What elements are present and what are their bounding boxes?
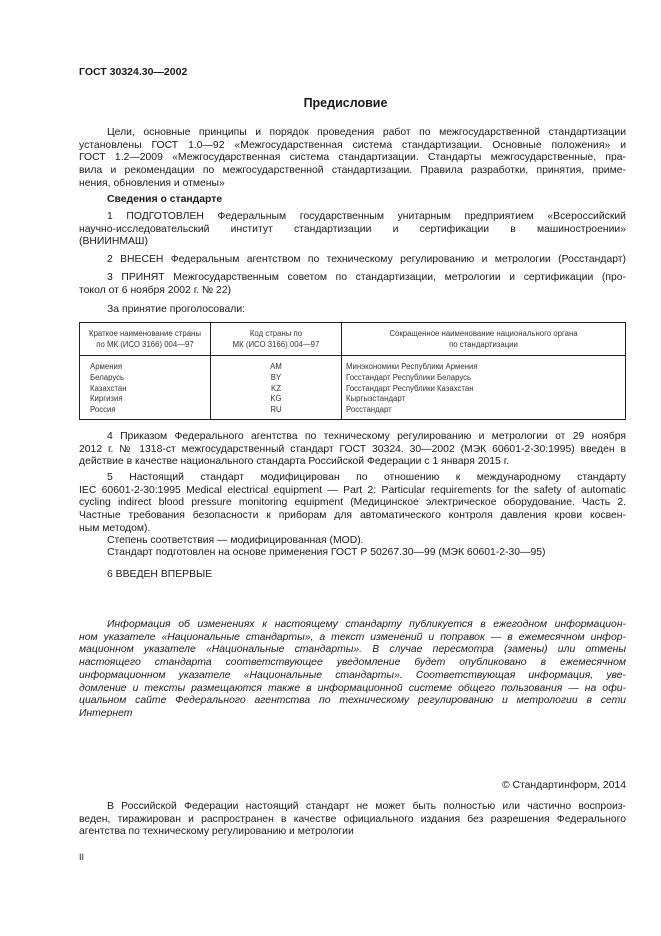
document-header: ГОСТ 30324.30—2002 <box>79 66 188 78</box>
item-5-degree: Степень соответствия — модифицированная (MOD). <box>107 535 364 546</box>
table-cell: Госстандарт Республики Беларусь <box>346 372 472 382</box>
text-line: ным методом). <box>79 522 151 534</box>
text-line: токол от 6 ноября 2002 г. № 22) <box>79 284 232 296</box>
text-line: Информация об изменениях к настоящему стандарту публикуется в ежегодном информацион- <box>107 619 626 630</box>
page-title: Предисловие <box>303 96 388 110</box>
table-cell: Госстандарт Республики Казахстан <box>346 383 474 393</box>
table-cell: Казахстан <box>90 383 127 393</box>
table-cell: BY <box>270 372 282 382</box>
table-cell: Армения <box>90 362 123 371</box>
body-cells <box>342 356 626 420</box>
copyright: © Стандартинформ, 2014 <box>501 780 626 791</box>
item-1 <box>79 211 626 249</box>
table-cell: KZ <box>271 383 281 393</box>
item-2 <box>79 254 626 267</box>
item-5-basis: Стандарт подготовлен на основе применения ГОСТ Р 50267.30—99 (МЭК 60601-2-30—95) <box>107 547 546 558</box>
table-cell: KG <box>270 394 282 404</box>
col-header-code: Код страны по МК (ИСО 3166) 004—97 <box>211 323 342 356</box>
text-line: 1 ПОДГОТОВЛЕН Федеральным государственным унитарным предприятием «Всероссийский <box>107 211 626 222</box>
table-cell: Росстандарт <box>346 405 392 415</box>
page-number: II <box>79 852 85 862</box>
rights-notice <box>79 801 626 839</box>
text-line: 4 Приказом Федерального агентства по техническому регулированию и метрологии от 29 ноября <box>107 431 626 442</box>
countries-table <box>79 322 626 420</box>
text-line: 2 ВНЕСЕН Федеральным агентством по техническому регулированию и метрологии (Росстандарт) <box>107 254 626 265</box>
text-line: действие в качестве национального стандарта Российской Федерации с 1 января 2015 г. <box>79 456 510 468</box>
text-line: IEC 60601-2-30:1995 Medical electrical equipment — Part 2: Particular requirements for the safety of automatic <box>79 484 626 496</box>
text-line: циальном сайте Федерального агентства по техническому регулированию и метрологии в сети <box>79 695 626 707</box>
table-cell: Кыргызстандарт <box>346 394 406 404</box>
table-body-row <box>80 356 626 420</box>
voted-label: За принятие проголосовали: <box>107 304 246 315</box>
text-line: нения, обновления и отмены» <box>79 177 225 189</box>
table-cell: Россия <box>90 405 116 415</box>
info-heading: Сведения о стандарте <box>107 194 223 205</box>
text-line: мационном указателе «Национальные стандарты». В случае пересмотра (замены) или отмены <box>79 644 626 656</box>
text-line: 2012 г. № 1318-ст межгосударственный стандарт ГОСТ 30324. 30—2002 (МЭК 60601-2-30:1995) введен в <box>79 443 626 455</box>
text-line: веден, тиражирован и распространен в качестве официального издания без разрешения Федерального <box>79 813 626 825</box>
table-cell: Беларусь <box>90 372 125 382</box>
table-cell: RU <box>270 405 282 415</box>
change-notice <box>79 619 626 721</box>
text-line: Цели, основные принципы и порядок проведения работ по межгосударственной стандартизации <box>107 127 626 138</box>
item-3 <box>79 272 626 297</box>
code-cells <box>211 356 342 420</box>
col-header-country: Краткое наименование страны по МК (ИСО 3166) 004—97 <box>80 323 211 356</box>
col-header-body: Сокращенное наименование национального органа по стандартизации <box>342 323 626 356</box>
table-cell: Киргизия <box>90 394 123 404</box>
item-6: 6 ВВЕДЕН ВПЕРВЫЕ <box>107 569 213 580</box>
text-line: 3 ПРИНЯТ Межгосударственным советом по стандартизации, метрологии и сертификации (про- <box>107 272 626 283</box>
item-4 <box>79 431 626 469</box>
table-cell: AM <box>270 362 282 371</box>
intro-paragraph <box>79 127 626 191</box>
text-line: домление и тексты размещаются также в информационной системе общего пользования — на офи- <box>79 682 626 694</box>
text-line: вила и рекомендации по межгосударственной стандартизации. Правила разработки, принятия, приме- <box>79 165 626 177</box>
text-line: агентства по техническому регулированию и метрологии <box>79 826 354 838</box>
text-line: информационном указателе «Национальные стандарты». Соответствующая информация, уве- <box>79 669 626 681</box>
table-cell: Минэкономики Республики Армения <box>346 362 478 371</box>
text-line: (ВНИИНМАШ) <box>79 236 148 248</box>
text-line: ном указателе «Национальные стандарты», а текст изменений и поправок — в ежемесячном инфор- <box>79 631 626 643</box>
text-line: настоящего стандарта соответствующее уведомление будет опубликовано в ежемесячном <box>79 657 626 669</box>
text-line: научно-исследовательский институт стандартизации и сертификации в машиностроении» <box>79 223 626 235</box>
text-line: cycling indirect blood pressure monitoring equipment (Медицинское электрическое оборудование. Часть 2. <box>79 497 626 509</box>
text-line: Интернет <box>79 707 133 719</box>
text-line: ГОСТ 1.2—2009 «Межгосударственная система стандартизации. Стандарты межгосударственные, пра- <box>79 152 626 164</box>
text-line: Частные требования безопасности к приборам для автоматического контроля давления крови косвен- <box>79 510 626 522</box>
country-cells <box>80 356 211 420</box>
item-5 <box>79 472 626 536</box>
text-line: установлены ГОСТ 1.0—92 «Межгосударственная система стандартизации. Основные положения» и <box>79 139 626 151</box>
text-line: В Российской Федерации настоящий стандарт не может быть полностью или частично воспроиз- <box>107 801 626 812</box>
text-line: 5 Настоящий стандарт модифицирован по отношению к международному стандарту <box>107 472 626 483</box>
